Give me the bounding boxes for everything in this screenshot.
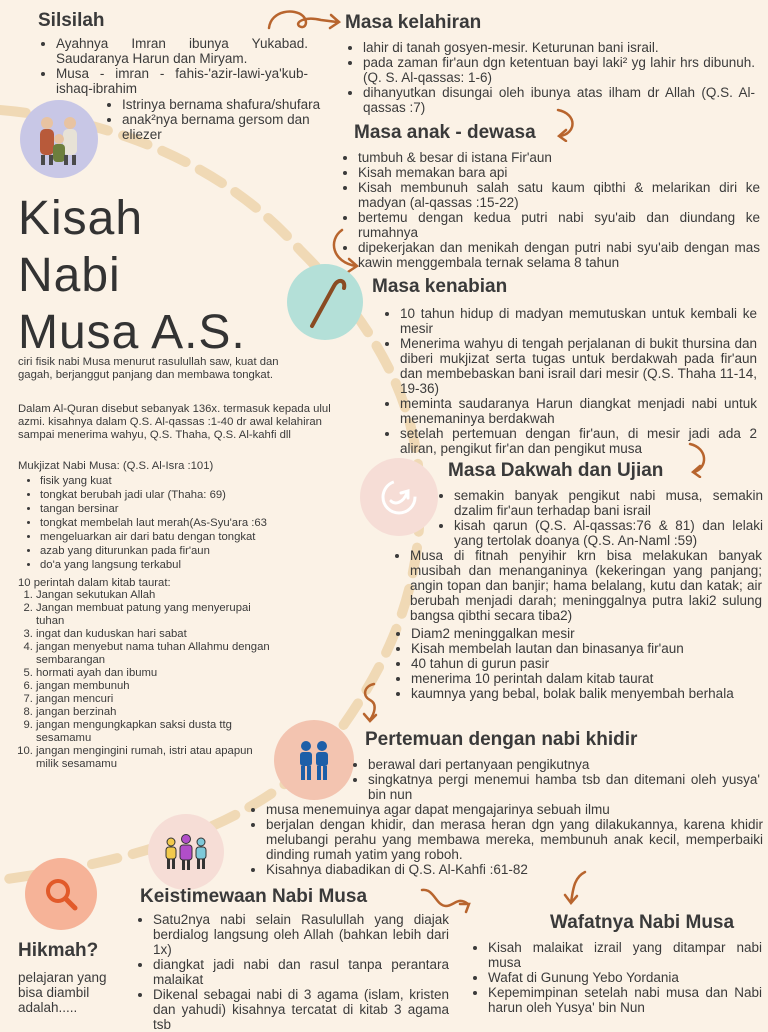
list-item: • Kepemimpinan setelah nabi musa dan Nabi harun oleh Yusya' bin Nun [488,985,762,1015]
list-item: 8. jangan berzinah [36,706,278,719]
list-item: • mengeluarkan air dari batu dengan tongkat [40,530,318,544]
hikmah-title: Hikmah? [18,940,99,961]
list-item: • pada zaman fir'aun dgn ketentuan bayi laki² yg lahir hrs dibunuh. (Q. S. Al-qassas: 1-6) [363,55,755,85]
wafat-title: Wafatnya Nabi Musa [550,912,735,933]
khidir-title: Pertemuan dengan nabi khidir [365,729,638,750]
mukjizat-section [18,460,318,572]
group-people-icon [161,832,211,872]
title-line: Nabi [18,249,121,302]
dakwah-fitnah [392,548,762,623]
kelahiran-section [345,12,755,115]
list-item: • tongkat membelah laut merah(As-Syu'ara :63 [40,516,318,530]
list-item: 5. hormati ayah dan ibumu [36,667,278,680]
list-item: • Kisah malaikat izrail yang ditampar nabi musa [488,940,762,970]
list-item: • Ayahnya Imran ibunya Yukabad. Saudaranya Harun dan Miryam. [56,36,308,66]
list-item: 4. jangan menyebut nama tuhan Allahmu dengan sembarangan [36,641,278,667]
list-item: • dihanyutkan disungai oleh ibunya atas ilham dr Allah (Q.S. Al-qassas :7) [363,85,755,115]
list-item: • tumbuh & besar di istana Fir'aun [358,150,760,165]
dakwah-title: Masa Dakwah dan Ujian [448,460,664,481]
intro-quran: Dalam Al-Quran disebut sebanyak 136x. termasuk kepada ulul azmi. kisahnya dalam Q.S. Al-qassas :1-40 dr awal kelahiran sampai menerima wahyu, Q.S. Thaha, Q.S. Al-kahfi dll [18,403,331,441]
list-item: • Satu2nya nabi selain Rasulullah yang diajak berdialog langsung oleh Allah (bahkan lebih dari 1x) [153,912,449,957]
title-line: Kisah [18,192,144,245]
taurat-section [18,577,278,771]
list-item: • berjalan dengan khidir, dan merasa heran dgn yang dilakukannya, karena khidir melubangi perahu yang membawa mereka, membunuh anak kecil, memperbaiki dinding rumah yatim yang roboh. [266,817,763,862]
hikmah-illustration [25,858,97,930]
hikmah-text: pelajaran yang bisa diambil adalah..... [18,970,107,1015]
list-item: • musa menemuinya agar dapat mengajarinya sebuah ilmu [266,802,763,817]
khidir-lanjutan [248,802,763,877]
list-item: • berawal dari pertanyaan pengikutnya [368,757,760,772]
keistimewaan-title: Keistimewaan Nabi Musa [140,886,368,907]
title-line: Musa A.S. [18,306,246,359]
curved-arrow-icon [555,868,595,908]
list-item: • azab yang diturunkan pada fir'aun [40,544,318,558]
list-item: • tongkat berubah jadi ular (Thaha: 69) [40,488,318,502]
list-item: • diangkat jadi nabi dan rasul tanpa perantara malaikat [153,957,449,987]
anak-dewasa-title: Masa anak - dewasa [354,122,536,143]
list-item: • Kisah memakan bara api [358,165,760,180]
anak-dewasa-section [340,122,760,270]
list-item: • singkatnya pergi menemui hamba tsb dan ditemani oleh yusya' bin nun [368,772,760,802]
list-item: • dipekerjakan dan menikah dengan putri nabi syu'aib dengan mas kawin menggembala ternak selama 8 tahun [358,240,760,270]
wafat-section [470,912,762,1015]
staff-illustration [287,264,363,340]
list-item: 1. Jangan sekutukan Allah [36,589,278,602]
family-illustration [20,100,98,178]
two-people-icon [292,738,336,782]
list-item: • do'a yang langsung terkabul [40,558,318,572]
intro-fisik: ciri fisik nabi Musa menurut rasulullah saw, kuat dan gagah, berjanggut panjang dan membawa tongkat. [18,356,279,381]
mukjizat-title: Mukjizat Nabi Musa: (Q.S. Al-Isra :101) [18,460,214,472]
list-item: • 10 tahun hidup di madyan memutuskan untuk kembali ke mesir [400,306,757,336]
taurat-title: 10 perintah dalam kitab taurat: [18,577,171,589]
magnifier-icon [41,874,81,914]
list-item: • lahir di tanah gosyen-mesir. Keturunan bani israil. [363,40,755,55]
khidir-illustration [274,720,354,800]
list-item: • setelah pertemuan dengan fir'aun, di mesir jadi ada 2 aliran, pengikut fir'an dan pengikut musa [400,426,757,456]
list-item: • bertemu dengan kedua putri nabi syu'aib dan diundang ke rumahnya [358,210,760,240]
list-item: 10. jangan mengingini rumah, istri atau apapun milik sesamamu [36,745,278,771]
list-item: • menerima 10 perintah dalam kitab taurat [411,671,763,686]
list-item: • tangan bersinar [40,502,318,516]
list-item: • Musa di fitnah penyihir krn bisa melakukan banyak musibah dan menanganinya (kekeringan yang panjang; angin topan dan banjir; hama belalang, kutu dan katak; air berubah menjadi darah; meninggalnya putra laki2 sulung bangsa qibthi secara tiba2) [410,548,762,623]
list-item: • Menerima wahyu di tengah perjalanan di bukit thursina dan diberi mukjizat serta tugas untuk berdakwah pada fir'aun dan membebaskan bani israil dari mesir (Q.S. Thaha 11-14, 19-36) [400,336,757,396]
list-item: • meminta saudaranya Harun diangkat menjadi nabi untuk menemaninya berdakwah [400,396,757,426]
silsilah-title: Silsilah [38,10,105,31]
list-item: • Kisahnya diabadikan di Q.S. Al-Kahfi :61-82 [266,862,763,877]
dakwah-illustration [360,458,438,536]
staff-icon [300,274,350,330]
kenabian-title: Masa kenabian [372,276,508,297]
family-icon [32,111,86,167]
kenabian-section [372,276,757,456]
list-item: • Kisah membunuh salah satu kaum qibthi & melarikan diri ke madyan (al-qassas :15-22) [358,180,760,210]
kelahiran-title: Masa kelahiran [345,12,482,33]
list-item: • Musa - imran - fahis-'azir-lawi-ya'kub-ishaq-ibrahim [56,66,308,96]
curved-arrow-icon [360,680,390,724]
khidir-section [350,729,760,802]
list-item: 2. Jangan membuat patung yang menyerupai tuhan [36,602,278,628]
list-item: • anak²nya bernama gersom dan eliezer [122,112,349,142]
list-item: • semakin banyak pengikut nabi musa, semakin dzalim fir'aun terhadap bani israil [454,488,763,518]
silsilah-family [104,97,349,142]
cycle-arrow-icon [377,475,421,519]
list-item: • Wafat di Gunung Yebo Yordania [488,970,762,985]
list-item: • Diam2 meninggalkan mesir [411,626,763,641]
keistimewaan-section [137,886,449,1032]
list-item: 9. jangan mengungkapkan saksi dusta ttg sesamamu [36,719,278,745]
list-item: • Dikenal sebagai nabi di 3 agama (islam, kristen dan yahudi) kisahnya tercatat di kitab 3 agama tsb [153,987,449,1032]
hikmah-section [18,940,128,1015]
dakwah-lanjutan [393,626,763,701]
curved-arrow-icon [265,4,345,40]
group-illustration [148,814,224,890]
list-item: • kaumnya yang bebal, bolak balik menyembah berhala [411,686,763,701]
list-item: 6. jangan membunuh [36,680,278,693]
curved-arrow-icon [418,886,478,916]
list-item: • 40 tahun di gurun pasir [411,656,763,671]
list-item: 7. jangan mencuri [36,693,278,706]
list-item: 3. ingat dan kuduskan hari sabat [36,628,278,641]
list-item: • Kisah membelah lautan dan binasanya fir'aun [411,641,763,656]
page-title [18,190,246,361]
list-item: • kisah qarun (Q.S. Al-qassas:76 & 81) dan lelaki yang tertolak doanya (Q.S. An-Naml :59) [454,518,763,548]
list-item: • Istrinya bernama shafura/shufara [122,97,349,112]
list-item: • fisik yang kuat [40,474,318,488]
dakwah-section [438,460,763,548]
